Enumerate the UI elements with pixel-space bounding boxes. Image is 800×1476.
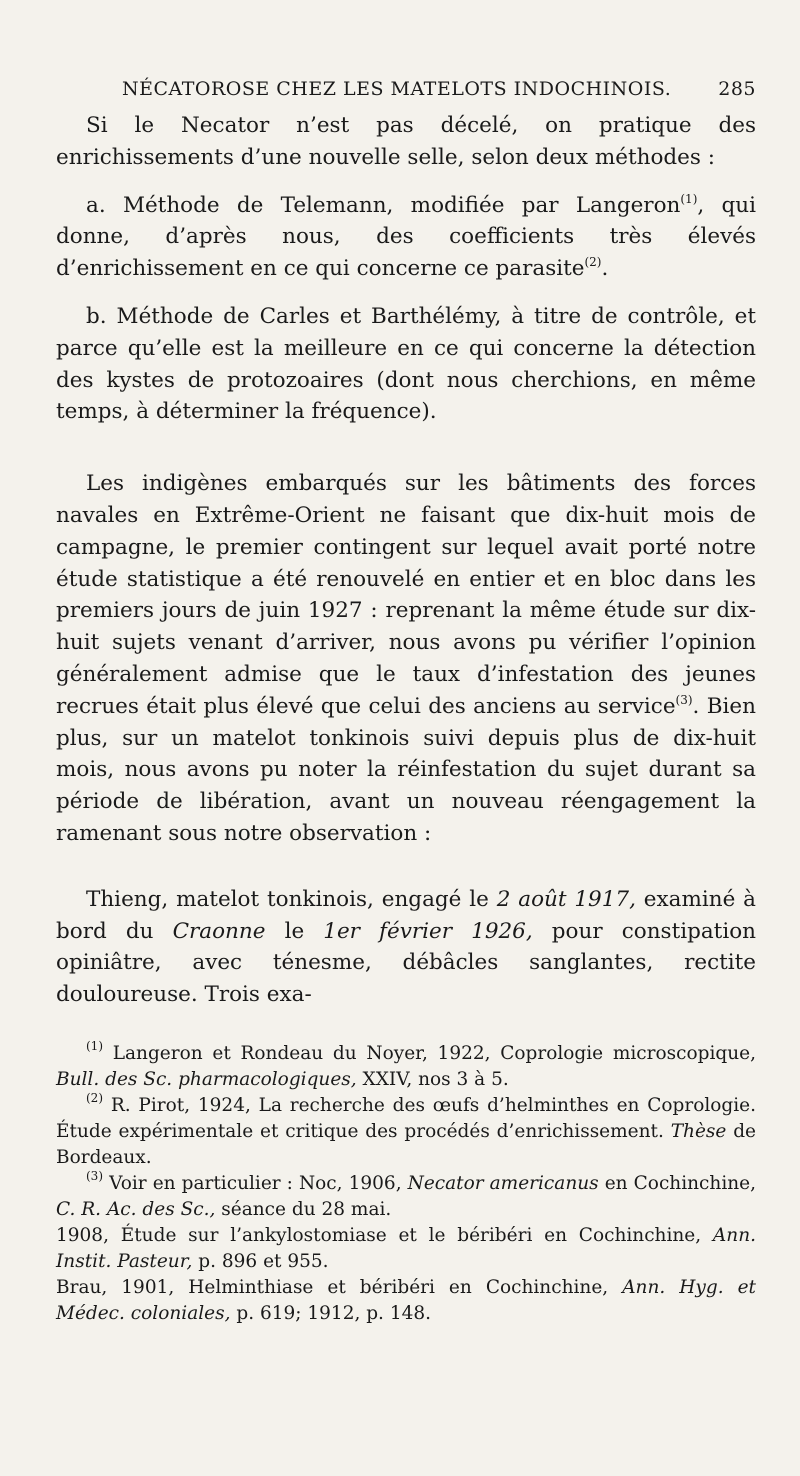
ship-name: Craonne	[172, 918, 266, 944]
paragraph-case-thieng: Thieng, matelot tonkinois, engagé le 2 août 1917, examiné à bord du Craonne le 1er février 1926, pour constipation opiniâtre, avec ténesme, débâcles sanglantes, rectite douloureuse. Trois exa-	[56, 886, 756, 1008]
paragraph-method-b: b. Méthode de Carles et Barthélémy, à titre de contrôle, et parce qu’elle est la meilleure en ce qui concerne la détection des kystes de protozoaires (dont nous cherchions, en même temps, à déterminer la fréquence).	[56, 303, 756, 425]
running-head	[56, 78, 756, 100]
page-number: 285	[718, 78, 756, 100]
footnote-3-cont-1: 1908, Étude sur l’ankylostomiase et le béribéri en Cochinchine, Ann. Instit. Pasteur, p. 896 et 955.	[56, 1224, 756, 1272]
footnote-3-cont-2: Brau, 1901, Helminthiase et béribéri en Cochinchine, Ann. Hyg. et Médec. coloniales, p. 619; 1912, p. 148.	[56, 1276, 756, 1324]
footnote-ref-2: (2)	[584, 255, 602, 270]
footnote-ref-3: (3)	[675, 692, 693, 707]
footnote-1: $^{(1)}$ Langeron et Rondeau du Noyer, 1922, Coprologie microscopique, Bull. des Sc. pharmacologiques, XXIV, nos 3 à 5.	[56, 1038, 756, 1090]
date-exam: 1er février 1926,	[323, 918, 533, 944]
running-title: NÉCATOROSE CHEZ LES MATELOTS INDOCHINOIS.	[122, 78, 672, 100]
paragraph-indigenes: Les indigènes embarqués sur les bâtiments des forces navales en Extrême-Orient ne faisant que dix-huit mois de campagne, le premier contingent sur lequel avait porté notre étude statistique a été renouvelé en entier et en bloc dans les premiers jours de juin 1927 : reprenant la même étude sur dix-huit sujets venant d’arriver, nous avons pu vérifier l’opinion généralement admise que le taux d’infestation des jeunes recrues était plus élevé que celui des anciens au service$^{(3)}$. Bien plus, sur un matelot tonkinois suivi depuis plus de dix-huit mois, nous avons pu noter la réinfestation du sujet durant sa période de libération, avant un nouveau réengagement la ramenant sous notre observation :	[56, 471, 756, 846]
paragraph-method-a: a. Méthode de Telemann, modifiée par Langeron$^{(1)}$, qui donne, d’après nous, des coefficients très élevés d’enrichissement en ce qui concerne ce parasite$^{(2)}$.	[56, 191, 756, 282]
footnote-3: $^{(3)}$ Voir en particulier : Noc, 1906, Necator americanus en Cochinchine, C. R. Ac. des Sc., séance du 28 mai.	[56, 1168, 756, 1220]
paragraph-intro: Si le Necator n’est pas décelé, on pratique des enrichissements d’une nouvelle selle, selon deux méthodes :	[56, 113, 756, 170]
footnote-2: $^{(2)}$ R. Pirot, 1924, La recherche des œufs d’helminthes en Coprologie. Étude expérimentale et critique des procédés d’enrichissement. Thèse de Bordeaux.	[56, 1090, 756, 1168]
page	[56, 78, 756, 1327]
footnote-ref-1: (1)	[680, 191, 698, 206]
date-engagement: 2 août 1917,	[496, 886, 636, 912]
footnotes	[56, 1038, 756, 1327]
